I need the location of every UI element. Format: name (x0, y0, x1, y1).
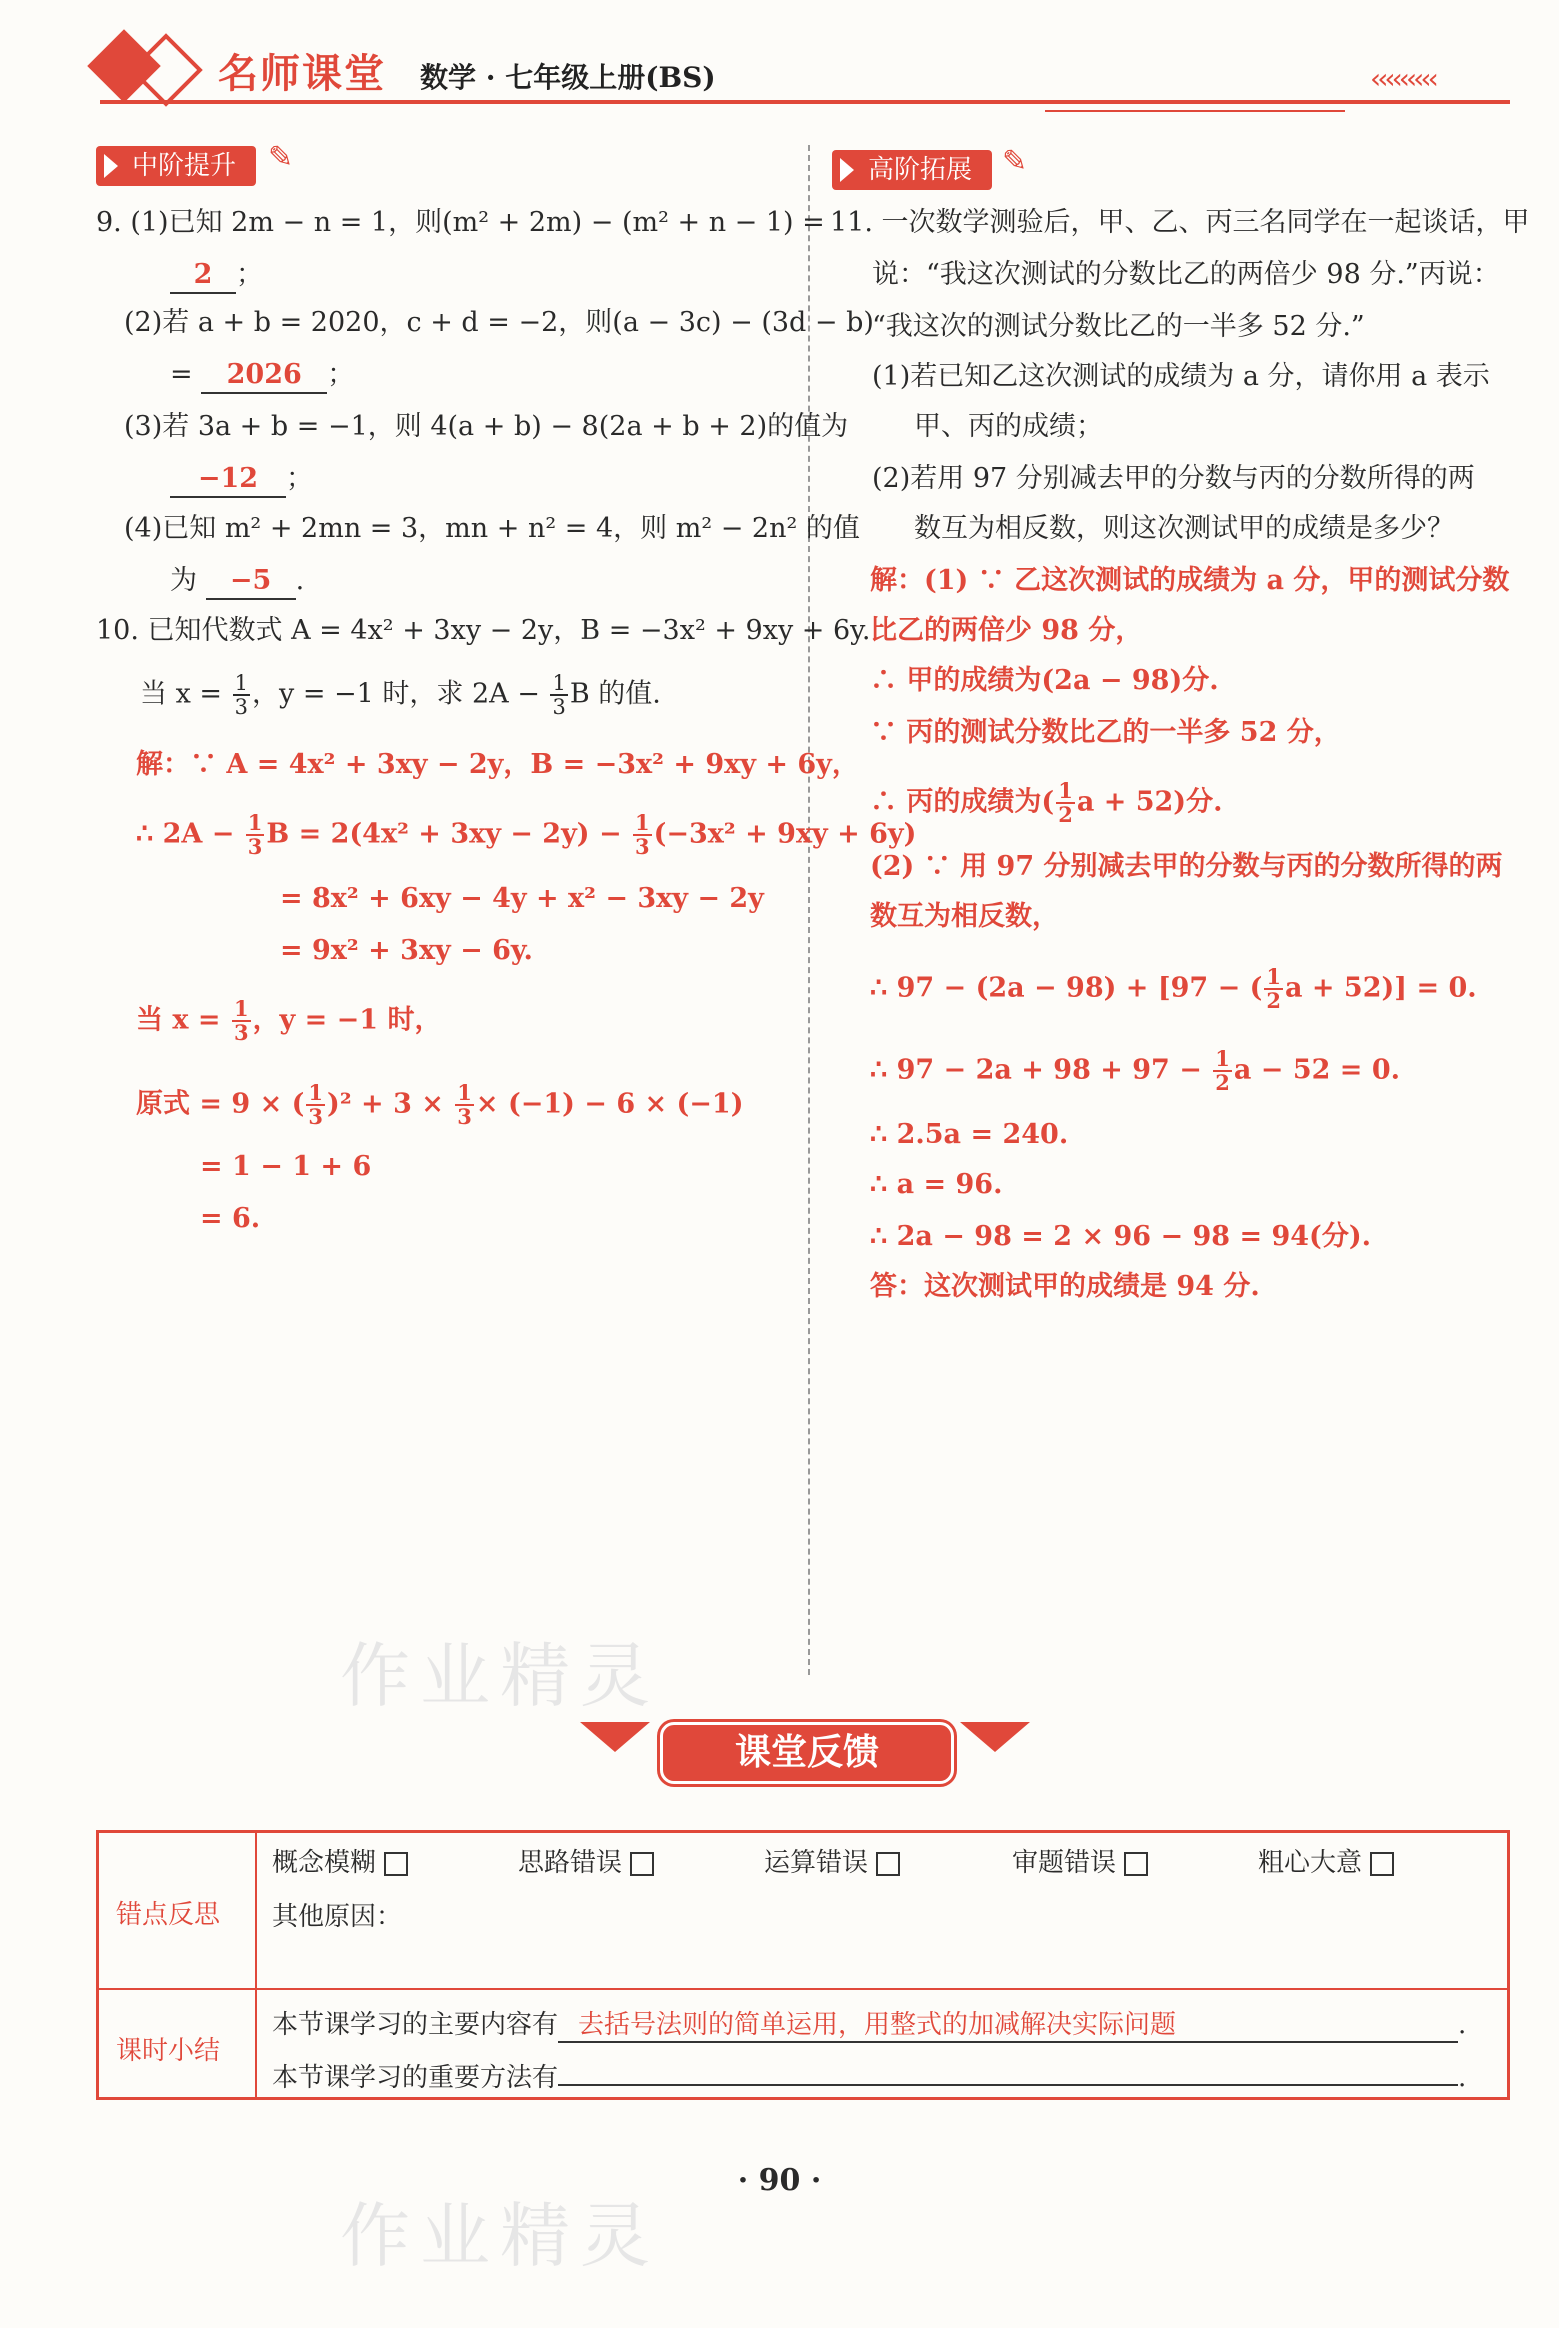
q9-answer-1: 2 (170, 258, 236, 294)
q11-stem-4: (1)若已知乙这次测试的成绩为 a 分，请你用 a 表示 (872, 361, 1490, 392)
q11-solution-5: ∴ 丙的成绩为( $\frac{1}{2}$ a + 52)分. (870, 778, 1223, 827)
q9-answer-2: 2026 (201, 358, 327, 394)
logo-diamond-outline (129, 33, 203, 107)
q10-solution-1: 解：∵ A = 4x² + 3xy − 2y，B = −3x² + 9xy + 6y， (136, 749, 859, 780)
q9-part3-answer-line: −12 ； (170, 462, 313, 498)
q10-stem-2: 当 x = $\frac{1}{3}$ ，y = −1 时，求 2A − $\frac{1}{3}$ B 的值. (140, 671, 661, 719)
q10-solution-3: = 8x² + 6xy − 4y + x² − 3xy − 2y (280, 883, 764, 914)
banner-right-arrow-icon (960, 1722, 1030, 1752)
column-divider (808, 145, 810, 1675)
table-divider-vertical (255, 1830, 257, 2100)
q11-solution-9: ∴ 97 − 2a + 98 + 97 − $\frac{1}{2}$ a − 52 = 0. (870, 1046, 1401, 1095)
q10-solution-4: = 9x² + 3xy − 6y. (280, 935, 533, 966)
q11-solution-4: ∵ 丙的测试分数比乙的一半多 52 分， (870, 717, 1341, 748)
watermark: 作业精灵 (340, 2195, 660, 2277)
checkbox[interactable] (384, 1852, 408, 1876)
q10-solution-2: ∴ 2A − $\frac{1}{3}$ B = 2(4x² + 3xy − 2y) − $\frac{1}{3}$ (−3x² + 9xy + 6y) (136, 810, 917, 859)
fraction-one-third: $\frac{1}{3}$ (552, 671, 566, 719)
summary-method-row: 本节课学习的重要方法有 . (272, 2056, 1466, 2094)
tag-arrow-icon (104, 154, 118, 178)
checkbox[interactable] (876, 1852, 900, 1876)
q11-solution-7: 数互为相反数， (870, 901, 1059, 932)
q9-part3: (3)若 3a + b = −1，则 4(a + b) − 8(2a + b + 2)的值为 (124, 411, 849, 442)
summary-content-field[interactable]: 去括号法则的简单运用，用整式的加减解决实际问题 (558, 2004, 1458, 2043)
q10-stem-1: 10. 已知代数式 A = 4x² + 3xy − 2y，B = −3x² + 9xy + 6y. (96, 615, 871, 646)
option-reading[interactable]: 审题错误 (1012, 1842, 1148, 1879)
option-careless[interactable]: 粗心大意 (1258, 1842, 1394, 1879)
q9-answer-3: −12 (170, 462, 286, 498)
q10-solution-6: 原式 = 9 × ( $\frac{1}{3}$ )² + 3 × $\frac{1}{3}$ × (−1) − 6 × (−1) (136, 1080, 744, 1129)
header-rule (100, 100, 1510, 104)
fraction-one-third: $\frac{1}{3}$ (247, 810, 263, 859)
q11-solution-10: ∴ 2.5a = 240. (870, 1119, 1069, 1150)
row-label-error-reflection: 错点反思 (116, 1900, 221, 1930)
q11-solution-12: ∴ 2a − 98 = 2 × 96 − 98 = 94(分). (870, 1221, 1372, 1252)
q10-solution-8: = 6. (200, 1203, 261, 1234)
q9-answer-4: −5 (206, 564, 296, 600)
q9-part1-answer-line: 2 ； (170, 258, 263, 294)
q9-part1: 9. (1)已知 2m − n = 1，则(m² + 2m) − (m² + n − 1) = (96, 207, 825, 238)
option-concept[interactable]: 概念模糊 (272, 1842, 408, 1879)
q9-part2-answer-line: = 2026 ； (170, 358, 354, 394)
summary-method-field[interactable] (558, 2056, 1458, 2086)
fraction-one-third: $\frac{1}{3}$ (457, 1080, 472, 1129)
q11-solution-11: ∴ a = 96. (870, 1169, 1003, 1200)
pencil-icon: ✎ (268, 140, 294, 175)
header-title: 名师课堂 (218, 51, 386, 97)
q11-solution-8: ∴ 97 − (2a − 98) + [97 − ( $\frac{1}{2}$ a + 52)] = 0. (870, 964, 1477, 1013)
checkbox[interactable] (1124, 1852, 1148, 1876)
q11-solution-2: 比乙的两倍少 98 分， (870, 615, 1143, 646)
q9-part4-answer-line: 为 −5 . (170, 564, 304, 600)
header-rule-secondary (1045, 110, 1345, 112)
q10-solution-5: 当 x = $\frac{1}{3}$ ，y = −1 时， (136, 996, 442, 1045)
header-subtitle: 数学 · 七年级上册(BS) (420, 61, 716, 94)
fraction-one-third: $\frac{1}{3}$ (234, 671, 248, 719)
watermark: 作业精灵 (340, 1635, 660, 1717)
banner-left-arrow-icon (580, 1722, 650, 1752)
q11-stem-1: 11. 一次数学测验后，甲、乙、丙三名同学在一起谈话，甲 (830, 207, 1530, 238)
option-calculation[interactable]: 运算错误 (764, 1842, 900, 1879)
q11-solution-3: ∴ 甲的成绩为(2a − 98)分. (870, 665, 1219, 696)
q11-stem-3: “我这次的测试分数比乙的一半多 52 分.” (872, 311, 1365, 342)
table-divider-horizontal (96, 1988, 1510, 1990)
pencil-icon: ✎ (1002, 144, 1028, 179)
fraction-one-half: $\frac{1}{2}$ (1058, 778, 1073, 827)
q9-part4: (4)已知 m² + 2mn = 3，mn + n² = 4，则 m² − 2n² 的值 (124, 513, 860, 544)
page-number: · 90 · (737, 2163, 822, 2198)
q11-solution-13: 答：这次测试甲的成绩是 94 分. (870, 1271, 1260, 1302)
q10-solution-7: = 1 − 1 + 6 (200, 1151, 372, 1182)
q11-stem-5: 甲、丙的成绩； (914, 411, 1103, 442)
fraction-one-third: $\frac{1}{3}$ (233, 996, 249, 1045)
fraction-one-half: $\frac{1}{2}$ (1266, 964, 1281, 1013)
checkbox[interactable] (630, 1852, 654, 1876)
tag-arrow-icon (840, 158, 854, 182)
feedback-banner: 课堂反馈 (660, 1722, 954, 1784)
section-tag-high: 高阶拓展 (832, 150, 992, 190)
q11-solution-1: 解：(1) ∵ 乙这次测试的成绩为 a 分，甲的测试分数 (870, 565, 1510, 596)
section-tag-middle: 中阶提升 (96, 146, 256, 186)
fraction-one-third: $\frac{1}{3}$ (308, 1080, 324, 1129)
checkbox[interactable] (1370, 1852, 1394, 1876)
fraction-one-third: $\frac{1}{3}$ (635, 810, 650, 859)
q11-stem-6: (2)若用 97 分别减去甲的分数与丙的分数所得的两 (872, 463, 1475, 494)
row-label-lesson-summary: 课时小结 (116, 2036, 221, 2066)
summary-content-row: 本节课学习的主要内容有 去括号法则的简单运用，用整式的加减解决实际问题 . (272, 2004, 1466, 2043)
q9-part2: (2)若 a + b = 2020，c + d = −2，则(a − 3c) − (3d − b) (124, 307, 874, 338)
chevron-decoration-icon: ‹‹‹‹‹‹‹‹‹ (1370, 62, 1435, 95)
fraction-one-half: $\frac{1}{2}$ (1215, 1046, 1230, 1095)
q11-solution-6: (2) ∵ 用 97 分别减去甲的分数与丙的分数所得的两 (870, 851, 1503, 882)
other-reasons-label: 其他原因： (272, 1902, 403, 1932)
q11-stem-7: 数互为相反数，则这次测试甲的成绩是多少？ (914, 513, 1454, 544)
option-thinking[interactable]: 思路错误 (518, 1842, 654, 1879)
q11-stem-2: 说：“我这次测试的分数比乙的两倍少 98 分.”丙说： (872, 259, 1500, 290)
